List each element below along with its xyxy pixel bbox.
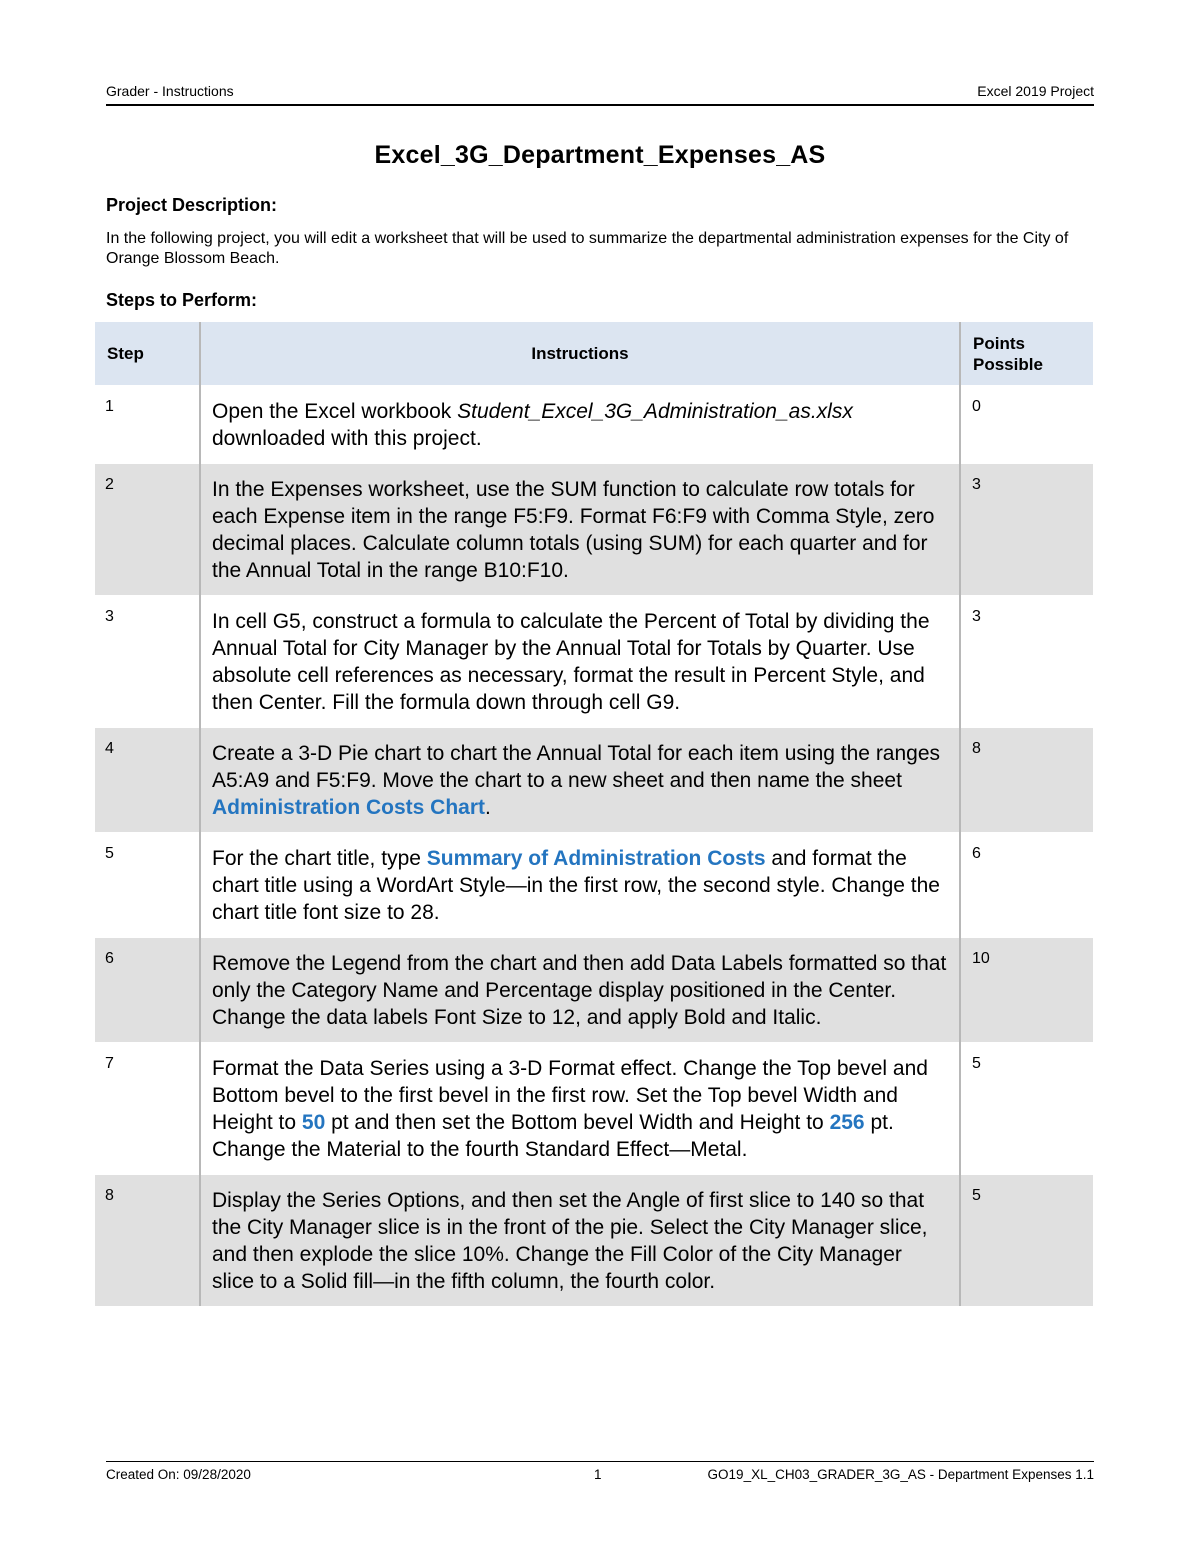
table-row [95, 464, 1093, 596]
table-header-row [95, 322, 1093, 386]
instruction-text: Open the Excel workbook [212, 400, 458, 423]
step-points: 3 [960, 596, 1093, 728]
step-points: 3 [960, 464, 1093, 596]
highlighted-text: Summary of Administration Costs [426, 847, 766, 870]
step-points: 0 [960, 386, 1093, 464]
project-description-text: In the following project, you will edit a worksheet that will be used to summarize the departmental administration expenses for the City of Orange Blossom Beach. [106, 230, 1069, 267]
highlighted-text: Administration Costs Chart [212, 796, 486, 819]
instruction-text: Display the Series Options, and then set the Angle of first slice to 140 so that the City Manager slice is in the front of the pie. Select the City Manager slice, and then explode the slice 10%. Change the Fill Color of the City Manager slice to a Solid fill—in the fifth column, the fourth color. [212, 1189, 928, 1293]
table-row [95, 938, 1093, 1043]
instruction-text: and format the chart title using a WordArt Style—in the first row, the second style. Change the chart title font size to 28. [212, 847, 940, 924]
step-instructions [200, 938, 960, 1043]
step-number: 2 [95, 464, 200, 596]
step-number: 7 [95, 1043, 200, 1175]
step-instructions [200, 386, 960, 464]
step-number: 4 [95, 728, 200, 833]
step-number: 5 [95, 833, 200, 938]
step-number: 8 [95, 1175, 200, 1307]
header-points: Points Possible [960, 322, 1093, 386]
instruction-text: Create a 3-D Pie chart to chart the Annual Total for each item using the ranges A5:A9 and F5:F9. Move the chart to a new sheet and then name the sheet [212, 742, 941, 792]
instruction-text: pt. Change the Material to the fourth Standard Effect—Metal. [212, 1111, 894, 1161]
instruction-text: . [485, 796, 491, 819]
header-right: Excel 2019 Project [977, 83, 1094, 99]
highlighted-text: 256 [829, 1111, 865, 1134]
steps-table [95, 322, 1093, 1306]
footer-doc-id: GO19_XL_CH03_GRADER_3G_AS - Department Expenses 1.1 [707, 1467, 1094, 1482]
instruction-text: downloaded with this project. [212, 427, 482, 450]
header-step: Step [95, 322, 200, 386]
step-instructions [200, 1175, 960, 1307]
step-points: 8 [960, 728, 1093, 833]
instruction-text: In cell G5, construct a formula to calculate the Percent of Total by dividing the Annual Total for City Manager by the Annual Total for Totals by Quarter. Use absolute cell references as necessary, format the result in Percent Style, and then Center. Fill the formula down through cell G9. [212, 610, 930, 714]
header-instructions: Instructions [200, 322, 960, 386]
instruction-text: pt and then set the Bottom bevel Width and Height to [325, 1111, 830, 1134]
step-number: 3 [95, 596, 200, 728]
instruction-text: Format the Data Series using a 3-D Format effect. Change the Top bevel and Bottom bevel to the first bevel in the first row. Set the Top bevel Width and Height to [212, 1057, 928, 1134]
step-instructions [200, 1043, 960, 1175]
step-instructions [200, 833, 960, 938]
step-instructions [200, 728, 960, 833]
step-points: 5 [960, 1043, 1093, 1175]
table-row [95, 386, 1093, 464]
footer-page-number: 1 [594, 1467, 602, 1482]
step-points: 5 [960, 1175, 1093, 1307]
highlighted-text: 50 [301, 1111, 326, 1134]
step-number: 1 [95, 386, 200, 464]
table-row [95, 596, 1093, 728]
project-description-label: Project Description: [106, 195, 278, 215]
instruction-text: For the chart title, type [212, 847, 427, 870]
step-number: 6 [95, 938, 200, 1043]
step-points: 10 [960, 938, 1093, 1043]
steps-table-body [95, 386, 1093, 1307]
step-instructions [200, 596, 960, 728]
step-instructions [200, 464, 960, 596]
table-row [95, 833, 1093, 938]
table-row [95, 1175, 1093, 1307]
table-row [95, 1043, 1093, 1175]
footer-created: Created On: 09/28/2020 [106, 1467, 251, 1482]
page-footer [106, 1461, 1094, 1482]
header-left: Grader - Instructions [106, 83, 234, 99]
instruction-text: Remove the Legend from the chart and then add Data Labels formatted so that only the Category Name and Percentage display positioned in the Center. Change the data labels Font Size to 12, and apply Bold and Italic. [212, 952, 947, 1029]
instruction-text: In the Expenses worksheet, use the SUM function to calculate row totals for each Expense item in the range F5:F9. Format F6:F9 with Comma Style, zero decimal places. Calculate column totals (using SUM) for each quarter and for the Annual Total in the range B10:F10. [212, 478, 935, 582]
table-row [95, 728, 1093, 833]
step-points: 6 [960, 833, 1093, 938]
page-header [106, 82, 1094, 106]
steps-label: Steps to Perform: [106, 290, 258, 310]
italic-text: Student_Excel_3G_Administration_as.xlsx [457, 400, 853, 423]
document-title: Excel_3G_Department_Expenses_AS [374, 141, 826, 169]
